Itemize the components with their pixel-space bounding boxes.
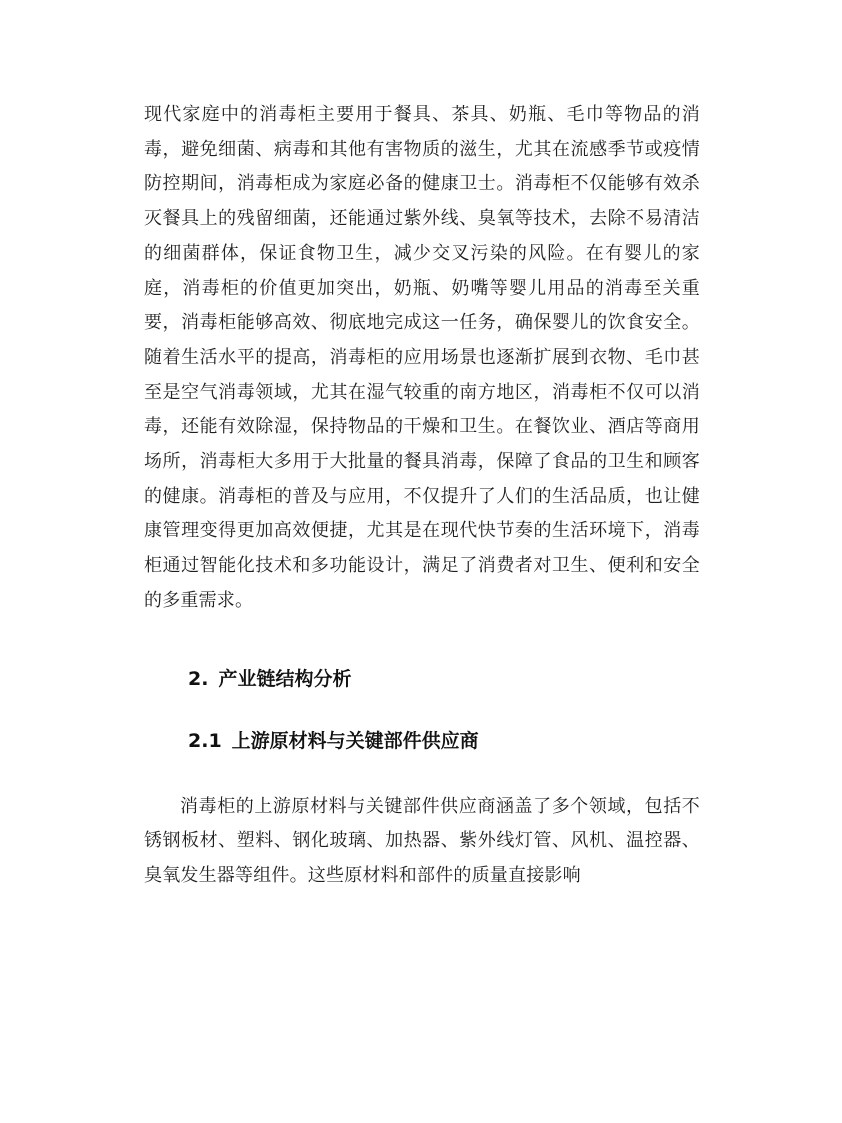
subsection-title: 上游原材料与关键部件供应商 [231, 729, 479, 752]
body-paragraph-upstream-materials: 消毒柜的上游原材料与关键部件供应商涵盖了多个领域，包括不锈钢板材、塑料、钢化玻璃、加热器、紫外线灯管、风机、温控器、臭氧发生器等组件。这些原材料和部件的质量直接影响 [144, 795, 700, 886]
subsection-number: 2.1 [188, 729, 222, 752]
document-body [144, 98, 700, 894]
section-number: 2. [188, 667, 209, 690]
body-paragraph-disinfection-uses: 现代家庭中的消毒柜主要用于餐具、茶具、奶瓶、毛巾等物品的消毒，避免细菌、病毒和其他有害物质的滋生，尤其在流感季节或疫情防控期间，消毒柜成为家庭必备的健康卫士。消毒柜不仅能够有效杀灭餐具上的残留细菌，还能通过紫外线、臭氧等技术，去除不易清洁的细菌群体，保证食物卫生，减少交叉污染的风险。在有婴儿的家庭，消毒柜的价值更加突出，奶瓶、奶嘴等婴儿用品的消毒至关重要，消毒柜能够高效、彻底地完成这一任务，确保婴儿的饮食安全。随着生活水平的提高，消毒柜的应用场景也逐渐扩展到衣物、毛巾甚至是空气消毒领域，尤其在湿气较重的南方地区，消毒柜不仅可以消毒，还能有效除湿，保持物品的干燥和卫生。在餐饮业、酒店等商用场所，消毒柜大多用于大批量的餐具消毒，保障了食品的卫生和顾客的健康。消毒柜的普及与应用，不仅提升了人们的生活品质，也让健康管理变得更加高效便捷，尤其是在现代快节奏的生活环境下，消毒柜通过智能化技术和多功能设计，满足了消费者对卫生、便利和安全的多重需求。 [144, 104, 700, 611]
section-title: 产业链结构分析 [218, 667, 352, 690]
section-heading-industry-chain [144, 665, 700, 693]
subsection-heading-upstream-suppliers [144, 727, 700, 755]
